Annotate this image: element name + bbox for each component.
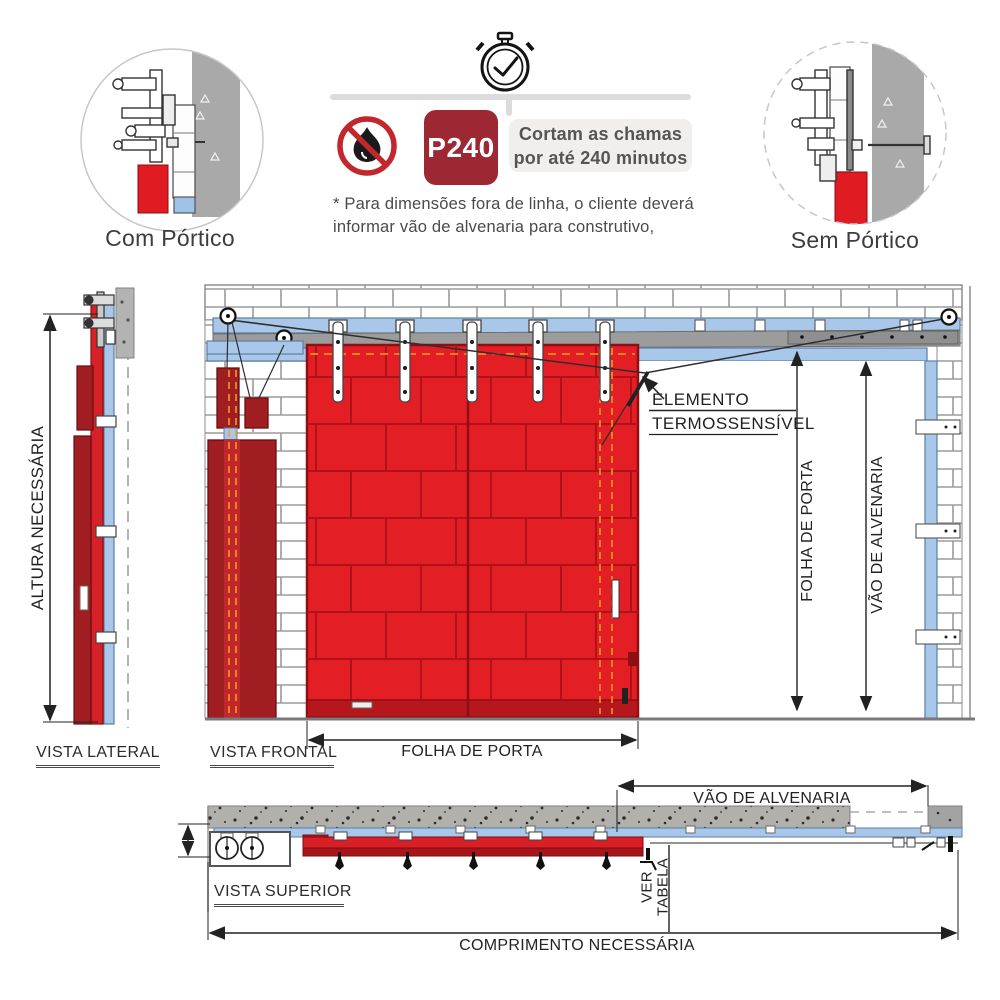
lateral-view-drawing (43, 288, 134, 728)
pulley-box-plan (210, 832, 290, 866)
footnote-line2: informar vão de alvenaria para construtivo, (333, 218, 655, 236)
door-plan (303, 832, 656, 870)
mount-plate (116, 288, 134, 358)
bottom-bolt (622, 688, 628, 704)
door-panel-section (74, 436, 91, 724)
caption-com-portico: Com Pórtico (105, 225, 235, 251)
p240-badge: P240 (424, 110, 498, 185)
frontal-view-drawing (205, 285, 975, 749)
concrete-wall-plan (208, 806, 850, 828)
fire-rating-bubble (509, 119, 692, 172)
connector-lines (333, 97, 688, 113)
bubble-line2: por até 240 minutos (513, 147, 688, 168)
brick-wall-right (937, 320, 962, 718)
guide-profile (104, 302, 114, 724)
detail-circle-right (764, 40, 946, 232)
caption-sem-portico: Sem Pórtico (790, 227, 920, 253)
dimension-depth (178, 824, 210, 857)
footnote-line1: * Para dimensões fora de linha, o cliente deverá (333, 195, 694, 213)
jamb-profile (925, 361, 937, 718)
dim-ver: VER (638, 871, 656, 903)
bubble-line1: Cortam as chamas (518, 123, 683, 144)
footnote (333, 193, 733, 239)
detail-circle-left (81, 45, 263, 231)
superior-view-drawing (178, 785, 962, 940)
title-vista-frontal: VISTA FRONTAL (210, 744, 334, 768)
trolley-top (84, 292, 115, 347)
dim-vao-de-alvenaria-plan: VÃO DE ALVENARIA (693, 790, 851, 807)
handle (80, 586, 88, 610)
counterweight-column (208, 440, 276, 718)
brick-wall-top (205, 285, 962, 320)
title-vista-lateral: VISTA LATERAL (36, 744, 160, 768)
dim-comprimento-necessaria: COMPRIMENTO NECESSÁRIA (459, 937, 695, 954)
dim-altura-necessaria: ALTURA NECESSÁRIA (28, 425, 47, 611)
dim-folha-de-porta-bottom: FOLHA DE PORTA (401, 743, 543, 760)
stopwatch-icon (477, 33, 533, 90)
wall-slab (872, 40, 924, 232)
no-fire-icon (340, 119, 394, 173)
edge-clip (612, 580, 619, 618)
door-section (91, 302, 103, 724)
door-edge (835, 172, 867, 224)
dim-tabela: TABELA (654, 857, 672, 917)
dim-folha-de-porta-vertical: FOLHA DE PORTA (799, 460, 816, 602)
dim-vao-de-alvenaria-vertical: VÃO DE ALVENARIA (869, 456, 886, 614)
title-vista-superior: VISTA SUPERIOR (214, 883, 344, 907)
door-edge (138, 165, 168, 213)
concrete-block-right (928, 806, 962, 828)
end-anchor (948, 836, 953, 852)
counterweight-section (77, 366, 93, 430)
wall-slab (192, 45, 240, 217)
door-handle (352, 702, 372, 708)
annotation-elemento: ELEMENTO (652, 390, 750, 409)
sill-guide (174, 197, 195, 213)
annotation-termossensivel: TERMOSSENSÍVEL (652, 414, 815, 433)
